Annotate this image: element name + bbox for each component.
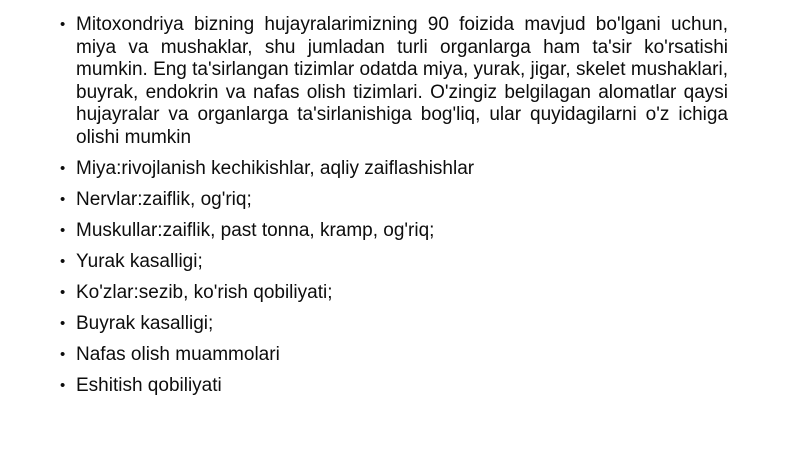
bullet-marker: • bbox=[60, 315, 66, 332]
bullet-text: Ko'zlar:sezib, ko'rish qobiliyati; bbox=[76, 282, 333, 303]
bullet-marker: • bbox=[60, 253, 66, 270]
bullet-item bbox=[58, 375, 728, 398]
bullet-text: Buyrak kasalligi; bbox=[76, 313, 214, 334]
bullet-list bbox=[58, 14, 728, 406]
bullet-marker: • bbox=[60, 16, 66, 33]
bullet-item bbox=[58, 158, 728, 181]
bullet-text: Nafas olish muammolari bbox=[76, 344, 280, 365]
bullet-item bbox=[58, 220, 728, 243]
bullet-text: Eshitish qobiliyati bbox=[76, 375, 222, 396]
bullet-marker: • bbox=[60, 191, 66, 208]
bullet-item bbox=[58, 344, 728, 367]
bullet-marker: • bbox=[60, 222, 66, 239]
bullet-marker: • bbox=[60, 346, 66, 363]
bullet-item bbox=[58, 313, 728, 336]
bullet-item bbox=[58, 282, 728, 305]
bullet-marker: • bbox=[60, 284, 66, 301]
bullet-text: Yurak kasalligi; bbox=[76, 251, 203, 272]
bullet-item bbox=[58, 251, 728, 274]
bullet-item bbox=[58, 14, 728, 149]
bullet-text: Nervlar:zaiflik, og'riq; bbox=[76, 189, 252, 210]
bullet-text: Miya:rivojlanish kechikishlar, aqliy zaiflashishlar bbox=[76, 158, 475, 179]
bullet-item bbox=[58, 189, 728, 212]
bullet-text: Mitoxondriya bizning hujayralarimizning 90 foizida mavjud bo'lgani uchun, miya va mushaklar, shu jumladan turli organlarga ham ta'sir ko'rsatishi mumkin. Eng ta'sirlangan tizimlar odatda miya, yurak, jigar, skelet mushaklari, buyrak, endokrin va nafas olish tizimlari. O'zingiz belgilagan alomatlar qaysi hujayralar va organlarga ta'sirlanishiga bog'liq, ular quyidagilarni o'z ichiga olishi mumkin bbox=[76, 14, 729, 148]
bullet-text: Muskullar:zaiflik, past tonna, kramp, og'riq; bbox=[76, 220, 435, 241]
bullet-marker: • bbox=[60, 377, 66, 394]
bullet-marker: • bbox=[60, 160, 66, 177]
